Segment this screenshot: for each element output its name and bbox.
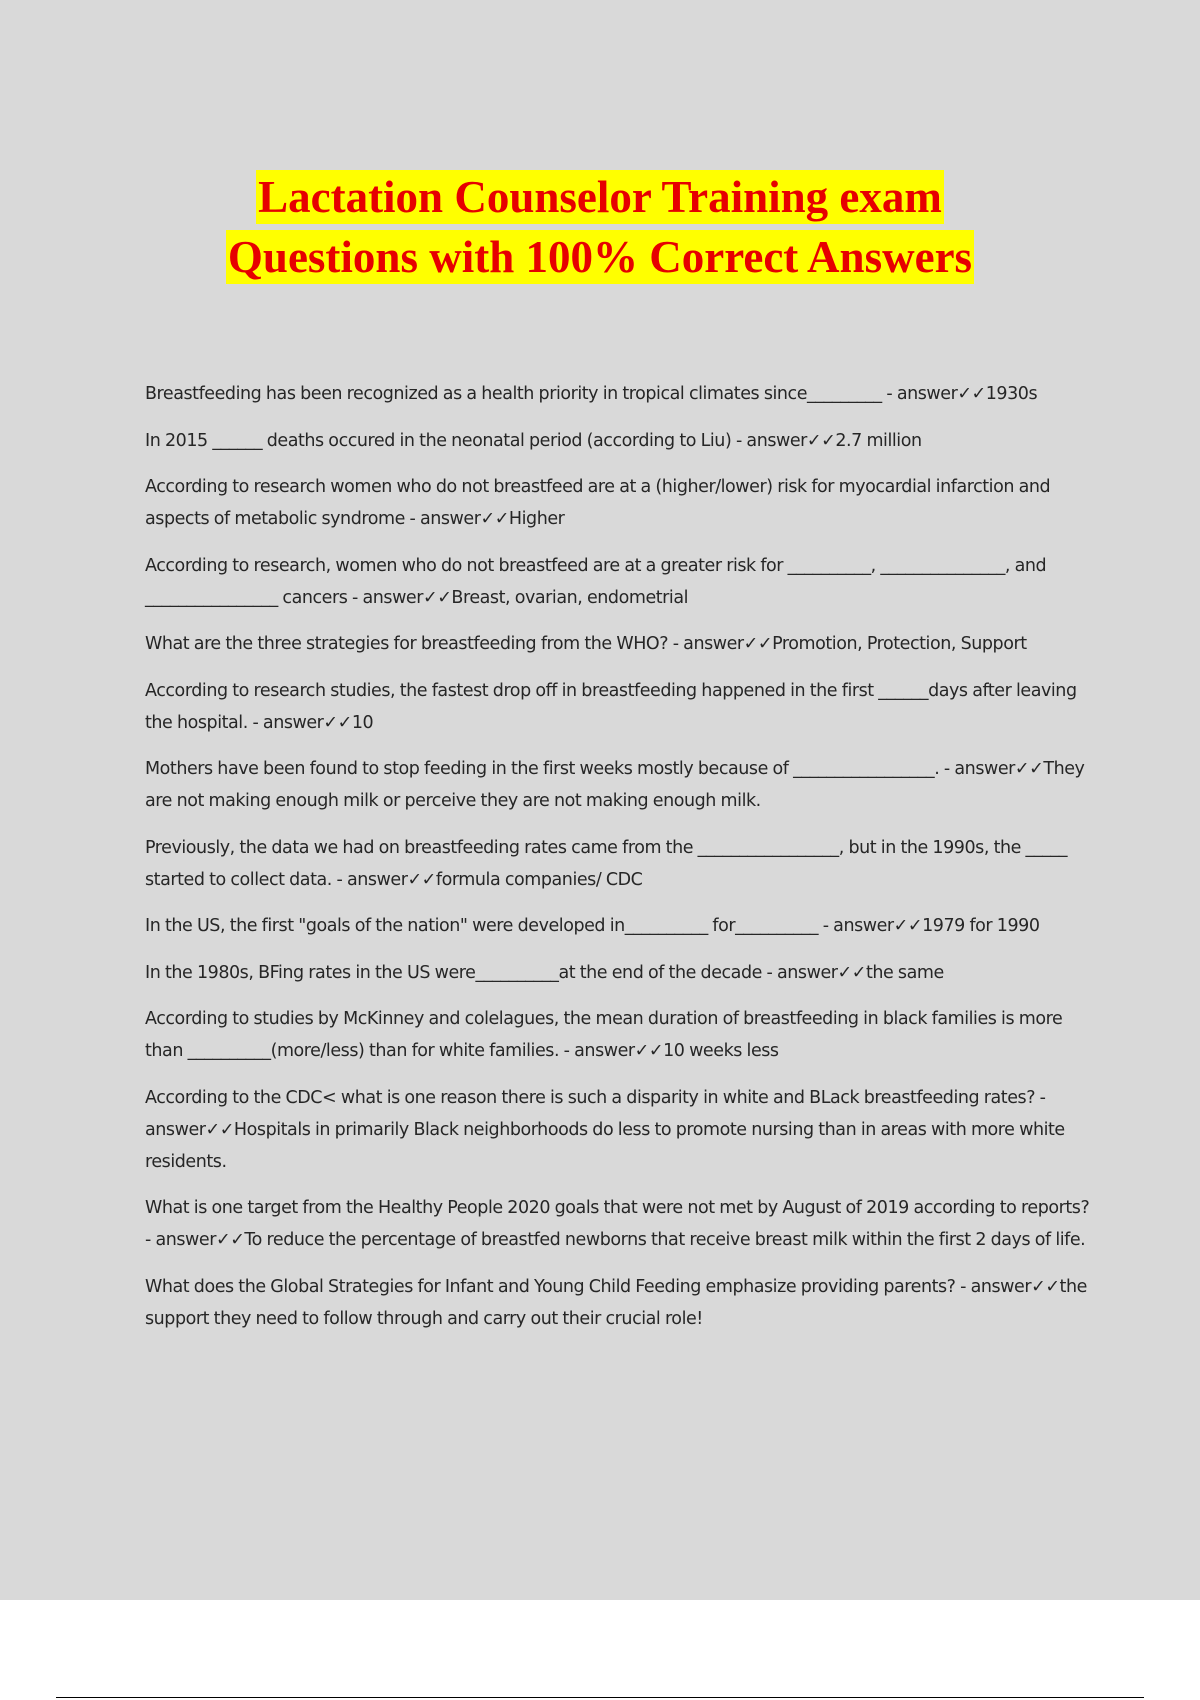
- qa-item: In the US, the first "goals of the nation" were developed in__________ for__________ - answer✓✓1979 for 1990: [145, 916, 1040, 936]
- title-line-1: Lactation Counselor Training exam: [258, 172, 942, 222]
- qa-item: In 2015 ______ deaths occured in the neonatal period (according to Liu) - answer✓✓2.7 million: [145, 430, 922, 451]
- qa-item: Mothers have been found to stop feeding in the first weeks mostly because of _________________. - answer✓✓They are not making enough milk or perceive they are not making enough milk.: [145, 759, 1085, 811]
- qa-item: What are the three strategies for breastfeeding from the WHO? - answer✓✓Promotion, Protection, Support: [145, 634, 1027, 654]
- document-title: [0, 170, 1200, 284]
- qa-item: According to studies by McKinney and colelagues, the mean duration of breastfeeding in black families is more than __________(more/less) than for white families. - answer✓✓10 weeks less: [145, 1009, 1063, 1061]
- footer-divider: [56, 1697, 1144, 1698]
- qa-item: What does the Global Strategies for Infant and Young Child Feeding emphasize providing parents? - answer✓✓the support they need to follow through and carry out their crucial role!: [145, 1276, 1087, 1329]
- qa-item: According to research women who do not breastfeed are at a (higher/lower) risk for myocardial infarction and aspects of metabolic syndrome - answer✓✓Higher: [145, 477, 1051, 529]
- qa-item: Breastfeeding has been recognized as a health priority in tropical climates since_________ - answer✓✓1930s: [145, 384, 1038, 404]
- qa-item: In the 1980s, BFing rates in the US were__________at the end of the decade - answer✓✓the same: [145, 962, 944, 983]
- qa-item: According to the CDC< what is one reason there is such a disparity in white and BLack breastfeeding rates? - answer✓✓Hospitals in primarily Black neighborhoods do less to promote nursing than in areas with more white residents.: [145, 1087, 1065, 1172]
- qa-item: According to research, women who do not breastfeed are at a greater risk for __________, _______________, and ________________ cancers - answer✓✓Breast, ovarian, endometrial: [145, 555, 1047, 608]
- title-line-2: Questions with 100% Correct Answers: [227, 232, 973, 282]
- qa-item: According to research studies, the fastest drop off in breastfeeding happened in the first ______days after leaving the hospital. - answer✓✓10: [145, 680, 1077, 733]
- qa-item: Previously, the data we had on breastfeeding rates came from the _________________, but in the 1990s, the _____ started to collect data. - answer✓✓formula companies/ CDC: [145, 837, 1068, 890]
- qa-item: What is one target from the Healthy People 2020 goals that were not met by August of 2019 according to reports? - answer✓✓To reduce the percentage of breastfed newborns that receive breast milk within the first 2 days of life.: [145, 1198, 1090, 1250]
- qa-list: [145, 378, 1095, 1349]
